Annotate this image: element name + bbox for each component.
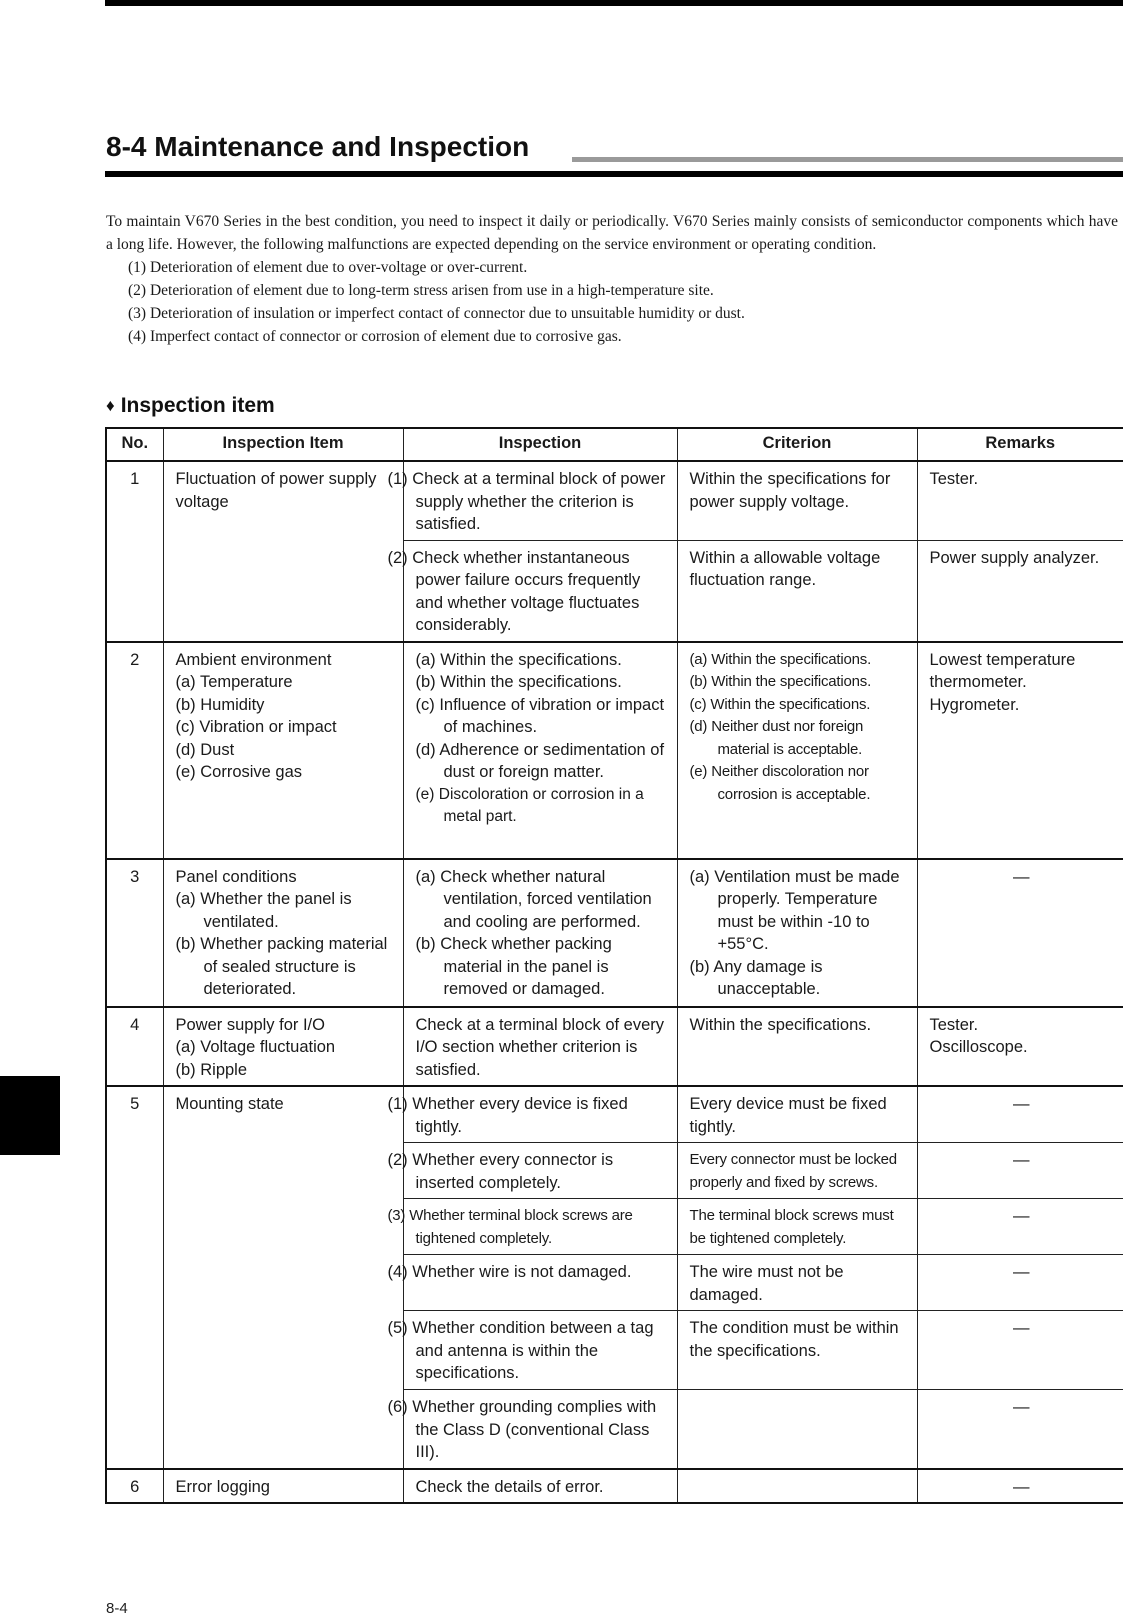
cell-criterion: Every device must be fixed tightly. xyxy=(677,1086,917,1143)
cell-inspection: (2) Check whether instantaneous power failure occurs frequently and whether voltage fluctuates considerably. xyxy=(403,540,677,642)
criterion-line: (d) Neither dust nor foreign material is acceptable. xyxy=(689,718,864,758)
item-line: (a) Whether the panel is ventilated. xyxy=(175,890,352,931)
top-rule xyxy=(105,0,1123,6)
cell-criterion: Within the specifications for power supply voltage. xyxy=(677,461,917,540)
header-criterion: Criterion xyxy=(677,428,917,461)
cell-criterion: The wire must not be damaged. xyxy=(677,1255,917,1311)
cell-criterion: The terminal block screws must be tightened completely. xyxy=(677,1199,917,1255)
intro-text xyxy=(106,210,1118,348)
table-header-row xyxy=(106,428,1123,461)
item-line: Ambient environment xyxy=(175,650,332,669)
criterion-line: (b) Any damage is unacceptable. xyxy=(689,957,823,998)
table-row-4 xyxy=(106,1007,1123,1087)
cell-inspection: (2) Whether every connector is inserted completely. xyxy=(403,1143,677,1199)
cell-remarks: Power supply analyzer. xyxy=(917,540,1123,642)
cell-no: 3 xyxy=(106,859,163,1007)
inspection-line: (a) Within the specifications. xyxy=(415,650,622,669)
item-line: (b) Humidity xyxy=(175,695,265,714)
item-line: (c) Vibration or impact xyxy=(175,718,337,736)
cell-no: 6 xyxy=(106,1469,163,1504)
cell-inspection xyxy=(403,642,677,859)
header-inspection-item: Inspection Item xyxy=(163,428,403,461)
item-line: (d) Dust xyxy=(175,740,235,759)
criterion-line: (a) Within the specifications. xyxy=(689,650,872,668)
cell-item: Error logging xyxy=(163,1469,403,1504)
cell-no: 5 xyxy=(106,1086,163,1469)
cell-criterion xyxy=(677,859,917,1007)
table-row-1 xyxy=(106,461,1123,642)
criterion-line: (c) Within the specifications. xyxy=(689,695,871,713)
table-row-6 xyxy=(106,1469,1123,1504)
cell-remarks: — xyxy=(917,1199,1123,1255)
cell-no: 1 xyxy=(106,461,163,642)
intro-item: (1) Deterioration of element due to over-voltage or over-current. xyxy=(128,259,528,276)
remarks-line: Tester. xyxy=(929,1015,979,1034)
inspection-line: (a) Check whether natural ventilation, forced ventilation and cooling are performed. xyxy=(415,867,652,931)
cell-item: Fluctuation of power supply voltage xyxy=(163,461,403,642)
cell-inspection: Check the details of error. xyxy=(403,1469,677,1504)
cell-remarks: — xyxy=(917,1086,1123,1143)
section-title: 8-4 Maintenance and Inspection xyxy=(106,131,530,162)
cell-remarks: — xyxy=(917,1390,1123,1469)
subheading xyxy=(106,393,275,420)
cell-inspection: (5) Whether condition between a tag and antenna is within the specifications. xyxy=(403,1311,677,1390)
cell-remarks: — xyxy=(917,1143,1123,1199)
intro-item: (3) Deterioration of insulation or imperfect contact of connector due to unsuitable humidity or dust. xyxy=(128,305,745,322)
diamond-bullet-icon: ♦ xyxy=(106,396,115,415)
criterion-line: (b) Within the specifications. xyxy=(689,673,872,690)
cell-criterion xyxy=(677,1390,917,1469)
subheading-text: Inspection item xyxy=(120,394,275,417)
header-no: No. xyxy=(106,428,163,461)
cell-remarks xyxy=(917,642,1123,859)
cell-item: Mounting state xyxy=(163,1086,403,1469)
cell-criterion: Every connector must be locked properly and fixed by screws. xyxy=(677,1143,917,1199)
table-row-5 xyxy=(106,1086,1123,1469)
cell-inspection: (1) Check at a terminal block of power supply whether the criterion is satisfied. xyxy=(403,461,677,540)
intro-item: (4) Imperfect contact of connector or corrosion of element due to corrosive gas. xyxy=(128,328,622,345)
title-black-rule xyxy=(105,171,1123,177)
cell-criterion xyxy=(677,1469,917,1504)
criterion-line: (a) Ventilation must be made properly. Temperature must be within -10 to +55°C. xyxy=(689,867,900,953)
inspection-line: (b) Within the specifications. xyxy=(415,673,622,691)
cell-remarks: — xyxy=(917,1255,1123,1311)
inspection-line: (c) Influence of vibration or impact of machines. xyxy=(415,695,665,736)
cell-inspection: (3) Whether terminal block screws are tightened completely. xyxy=(403,1199,677,1255)
cell-no: 2 xyxy=(106,642,163,859)
criterion-line: (e) Neither discoloration nor corrosion is acceptable. xyxy=(689,763,871,803)
cell-remarks xyxy=(917,1007,1123,1087)
cell-item xyxy=(163,859,403,1007)
remarks-line: Hygrometer. xyxy=(929,695,1020,714)
cell-inspection: (4) Whether wire is not damaged. xyxy=(403,1255,677,1311)
inspection-table xyxy=(105,427,1123,1504)
item-line: (a) Temperature xyxy=(175,673,293,691)
item-line: (e) Corrosive gas xyxy=(175,763,303,781)
inspection-line: (e) Discoloration or corrosion in a metal part. xyxy=(415,785,644,825)
cell-criterion: Within a allowable voltage fluctuation range. xyxy=(677,540,917,642)
remarks-line: Lowest temperature thermometer. xyxy=(929,650,1076,691)
inspection-line: (d) Adherence or sedimentation of dust or foreign matter. xyxy=(415,740,665,781)
cell-remarks: — xyxy=(917,1469,1123,1504)
intro-paragraph: To maintain V670 Series in the best condition, you need to inspect it daily or periodically. V670 Series mainly consists of semiconductor components which have a long life. However, the following malfunctions are expected depending on the service environment or operating condition. xyxy=(106,213,1118,253)
cell-remarks: — xyxy=(917,1311,1123,1390)
page-number: 8-4 xyxy=(106,1600,128,1617)
item-line: (b) Whether packing material of sealed structure is deteriorated. xyxy=(175,935,388,998)
cell-inspection: (1) Whether every device is fixed tightly. xyxy=(403,1086,677,1143)
table-row-2 xyxy=(106,642,1123,859)
item-line: Panel conditions xyxy=(175,867,297,886)
header-inspection: Inspection xyxy=(403,428,677,461)
cell-inspection xyxy=(403,859,677,1007)
cell-criterion: The condition must be within the specifications. xyxy=(677,1311,917,1390)
item-line: Power supply for I/O xyxy=(175,1015,325,1034)
cell-item xyxy=(163,642,403,859)
cell-criterion xyxy=(677,642,917,859)
title-gray-rule xyxy=(572,157,1123,162)
cell-no: 4 xyxy=(106,1007,163,1087)
intro-item: (2) Deterioration of element due to long-term stress arisen from use in a high-temperature site. xyxy=(128,282,714,299)
chapter-tab-marker xyxy=(0,1076,60,1155)
header-remarks: Remarks xyxy=(917,428,1123,461)
cell-criterion: Within the specifications. xyxy=(677,1007,917,1087)
cell-item xyxy=(163,1007,403,1087)
item-line: (a) Voltage fluctuation xyxy=(175,1038,336,1056)
remarks-line: Oscilloscope. xyxy=(929,1038,1028,1056)
cell-inspection: Check at a terminal block of every I/O section whether criterion is satisfied. xyxy=(403,1007,677,1087)
cell-remarks: Tester. xyxy=(917,461,1123,540)
cell-remarks: — xyxy=(917,859,1123,1007)
item-line: (b) Ripple xyxy=(175,1060,248,1079)
inspection-line: (b) Check whether packing material in the panel is removed or damaged. xyxy=(415,935,612,998)
cell-inspection: (6) Whether grounding complies with the Class D (conventional Class III). xyxy=(403,1390,677,1469)
table-row-3 xyxy=(106,859,1123,1007)
